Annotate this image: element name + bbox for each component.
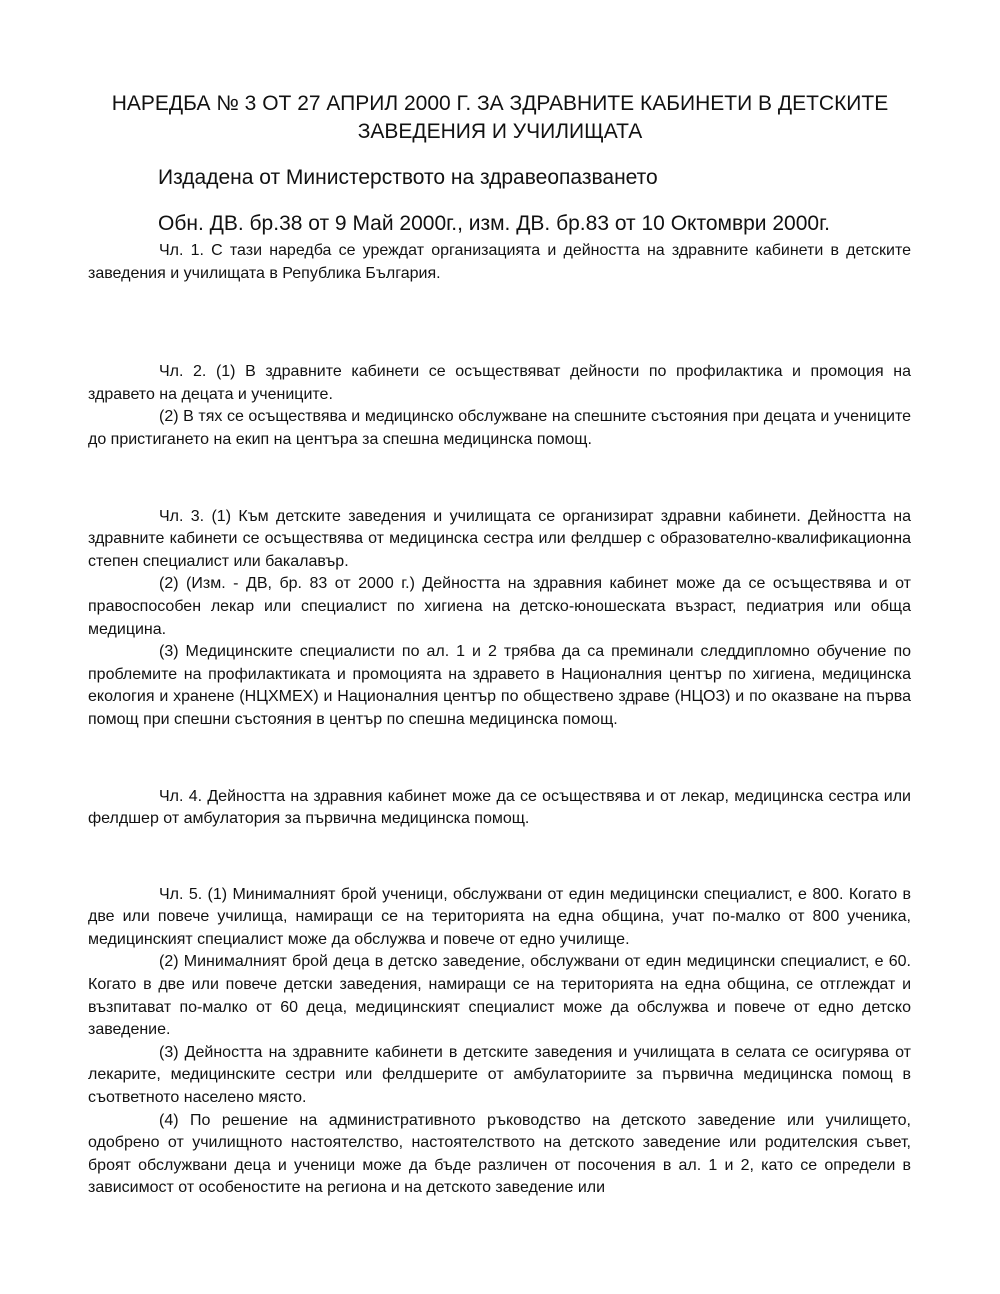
- paragraph: (2) В тях се осъществява и медицинско обслужване на спешните състояния при децата и учениците до пристигането на екип на центъра за спешна медицинска помощ.: [88, 408, 911, 448]
- article-4: [88, 786, 911, 831]
- article-2: [88, 361, 911, 451]
- publication-line: Обн. ДВ. бр.38 от 9 Май 2000г., изм. ДВ. бр.83 от 10 Октомври 2000г.: [158, 212, 830, 235]
- paragraph: Чл. 3. (1) Към детските заведения и училищата се организират здравни кабинети. Дейността на здравните кабинети се осъществява от медицинска сестра или фелдшер с образователно-квалификационна степен специалист или бакалавър.: [88, 507, 911, 570]
- paragraph: (3) Дейността на здравните кабинети в детските заведения и училищата в селата се осигурява от лекарите, медицинските сестри или фелдшерите от амбулаториите за първична медицинска помощ в съответното населено място.: [88, 1043, 911, 1107]
- paragraph: Чл. 1. С тази наредба се уреждат организацията и дейността на здравните кабинети в детските заведения и училищата в Република България.: [88, 242, 911, 282]
- paragraph: Чл. 5. (1) Минималният брой ученици, обслужвани от един медицински специалист, е 800. Когато в две или повече училища, намиращи се на територията на една община, учат по-малко от 800 ученика, медицинският специалист може да обслужва и повече от едно училище.: [88, 885, 911, 948]
- paragraph: (2) Минималният брой деца в детско заведение, обслужвани от един медицински специалист, е 60. Когато в две или повече детски заведения, намиращи се на територията на една община, се отглеждат и възпитават по-малко от 60 деца, медицинският специалист може да обслужва и повече от едно детско заведение.: [88, 953, 911, 1039]
- paragraph: Чл. 2. (1) В здравните кабинети се осъществяват дейности по профилактика и промоция на здравето на децата и учениците.: [88, 363, 911, 403]
- article-3: [88, 506, 911, 732]
- document-body: [88, 240, 911, 1200]
- paragraph: (2) (Изм. - ДВ, бр. 83 от 2000 г.) Дейността на здравния кабинет може да се осъществява и от правоспособен лекар или специалист по хигиена на детско-юношеската възраст, педиатрия или обща медицина.: [88, 575, 911, 638]
- issuer-line: Издадена от Министерството на здравеопазването: [158, 166, 658, 189]
- paragraph: Чл. 4. Дейността на здравния кабинет може да се осъществява и от лекар, медицинска сестра или фелдшер от амбулатория за първична медицинска помощ.: [88, 787, 911, 828]
- paragraph: (4) По решение на административното ръководство на детското заведение или училището, одобрено от училищното настоятелство, настоятелството на детското заведение или родителския съвет, броят обслужвани деца и ученици може да бъде различен от посочения в ал. 1 и 2, като се определи в зависимост от особеностите на региона и на детското заведение или: [88, 1111, 911, 1197]
- article-1: [88, 240, 911, 285]
- paragraph: (3) Медицинските специалисти по ал. 1 и 2 трябва да са преминали следдипломно обучение по проблемите на профилактиката и промоцията на здравето в Националния център по хигиена, медицинска екология и хранене (НЦХМЕХ) и Националния център по обществено здраве (НЦОЗ) и по оказване на първа помощ при спешни състояния в център по спешна медицинска помощ.: [88, 643, 911, 728]
- document-title: НАРЕДБА № 3 ОТ 27 АПРИЛ 2000 Г. ЗА ЗДРАВНИТЕ КАБИНЕТИ В ДЕТСКИТЕ ЗАВЕДЕНИЯ И УЧИЛИЩАТА: [111, 92, 889, 143]
- article-5: [88, 884, 911, 1200]
